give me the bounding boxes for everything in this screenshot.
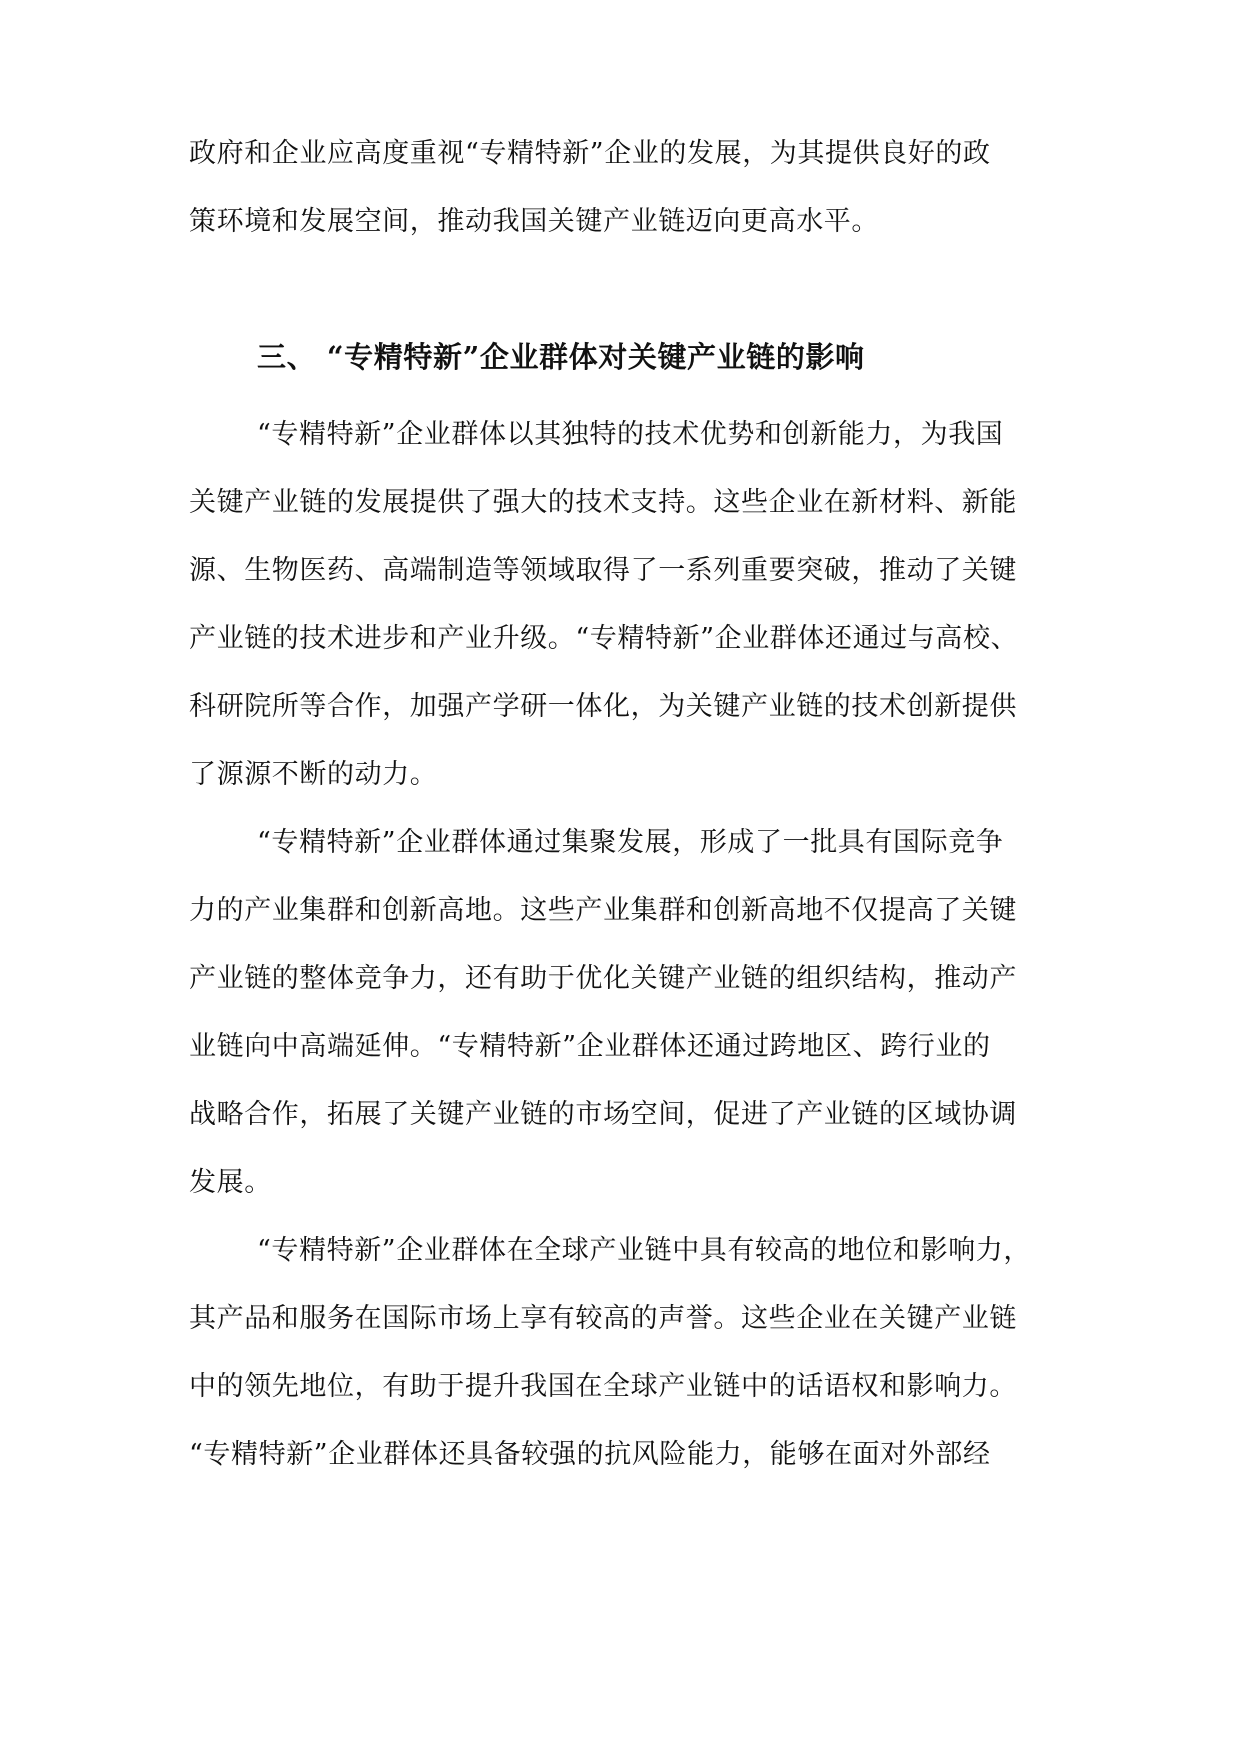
section-heading: 三、 “专精特新”企业群体对关键产业链的影响 (257, 340, 865, 374)
paragraph-line: “专精特新”企业群体以其独特的技术优势和创新能力，为我国 (257, 419, 1004, 450)
paragraph-line: “专精特新”企业群体通过集聚发展，形成了一批具有国际竞争 (257, 827, 1004, 858)
paragraph-line: 其产品和服务在国际市场上享有较高的声誉。这些企业在关键产业链 (189, 1303, 1017, 1334)
paragraph-line: 源、生物医药、高端制造等领域取得了一系列重要突破，推动了关键 (189, 555, 1017, 586)
paragraph-line: 了源源不断的动力。 (189, 759, 438, 790)
paragraph-line: 政府和企业应高度重视“专精特新”企业的发展，为其提供良好的政 (189, 138, 991, 169)
paragraph-line: 产业链的整体竞争力，还有助于优化关键产业链的组织结构，推动产 (189, 963, 1017, 994)
paragraph-line: 策环境和发展空间，推动我国关键产业链迈向更高水平。 (189, 206, 879, 237)
paragraph-line: 发展。 (189, 1167, 272, 1198)
paragraph-line: 关键产业链的发展提供了强大的技术支持。这些企业在新材料、新能 (189, 487, 1017, 518)
paragraph-line: 业链向中高端延伸。“专精特新”企业群体还通过跨地区、跨行业的 (189, 1031, 991, 1062)
paragraph-line: “专精特新”企业群体在全球产业链中具有较高的地位和影响力， (257, 1235, 1032, 1266)
paragraph-line: 产业链的技术进步和产业升级。“专精特新”企业群体还通过与高校、 (189, 623, 1019, 654)
paragraph-line: 战略合作，拓展了关键产业链的市场空间，促进了产业链的区域协调 (189, 1099, 1017, 1130)
paragraph-line: 科研院所等合作，加强产学研一体化，为关键产业链的技术创新提供 (189, 691, 1017, 722)
paragraph-line: 力的产业集群和创新高地。这些产业集群和创新高地不仅提高了关键 (189, 895, 1017, 926)
paragraph-line: “专精特新”企业群体还具备较强的抗风险能力，能够在面对外部经 (189, 1439, 991, 1470)
paragraph-line: 中的领先地位，有助于提升我国在全球产业链中的话语权和影响力。 (189, 1371, 1017, 1402)
